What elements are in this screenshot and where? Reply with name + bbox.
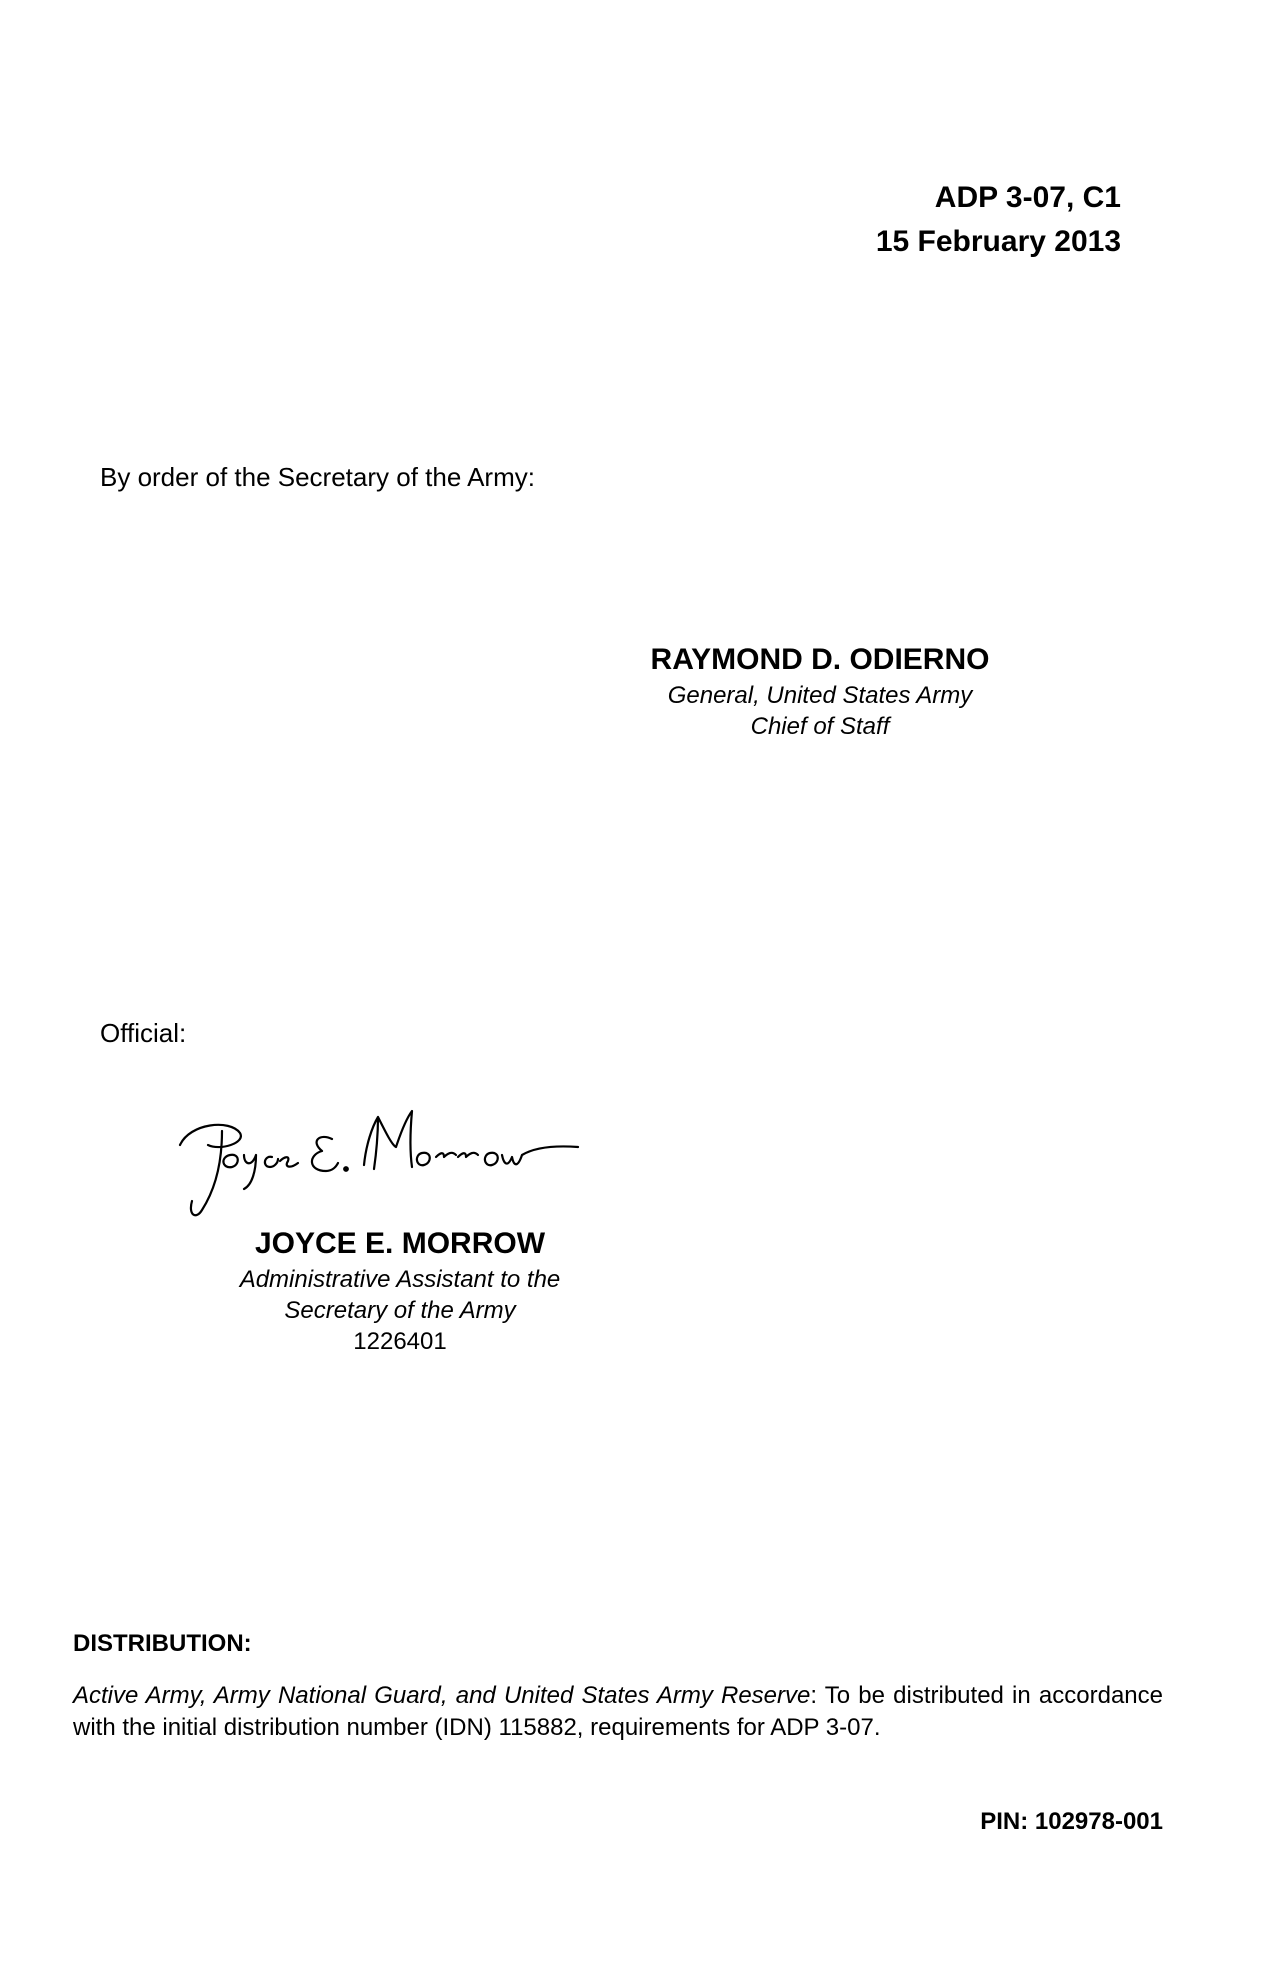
order-line: By order of the Secretary of the Army: (100, 462, 535, 492)
distribution-text (73, 1680, 1163, 1744)
official-number: 1226401 (353, 1328, 447, 1355)
document-header (876, 176, 1121, 264)
official-name: JOYCE E. MORROW (254, 1227, 546, 1260)
official-title-continued: Secretary of the Army (284, 1297, 516, 1324)
distribution-heading: DISTRIBUTION: (73, 1630, 252, 1657)
signer-title: General, United States Army (667, 682, 973, 709)
signer-block (620, 640, 1020, 742)
signer-position: Chief of Staff (750, 713, 890, 740)
document-id: ADP 3-07, C1 (934, 181, 1121, 214)
official-block (210, 1224, 590, 1357)
signer-name: RAYMOND D. ODIERNO (650, 643, 990, 676)
pin-number: PIN: 102978-001 (980, 1808, 1163, 1835)
document-date: 15 February 2013 (875, 225, 1121, 258)
official-title: Administrative Assistant to the (239, 1266, 561, 1293)
official-label: Official: (100, 1018, 187, 1048)
handwritten-signature (160, 1105, 600, 1230)
distribution-audience: Active Army, Army National Guard, and United States Army Reserve (73, 1682, 811, 1709)
distribution-body: : To be distributed in accordance with the initial distribution number (IDN) 115882, requirements for ADP 3-07. (73, 1682, 1163, 1741)
